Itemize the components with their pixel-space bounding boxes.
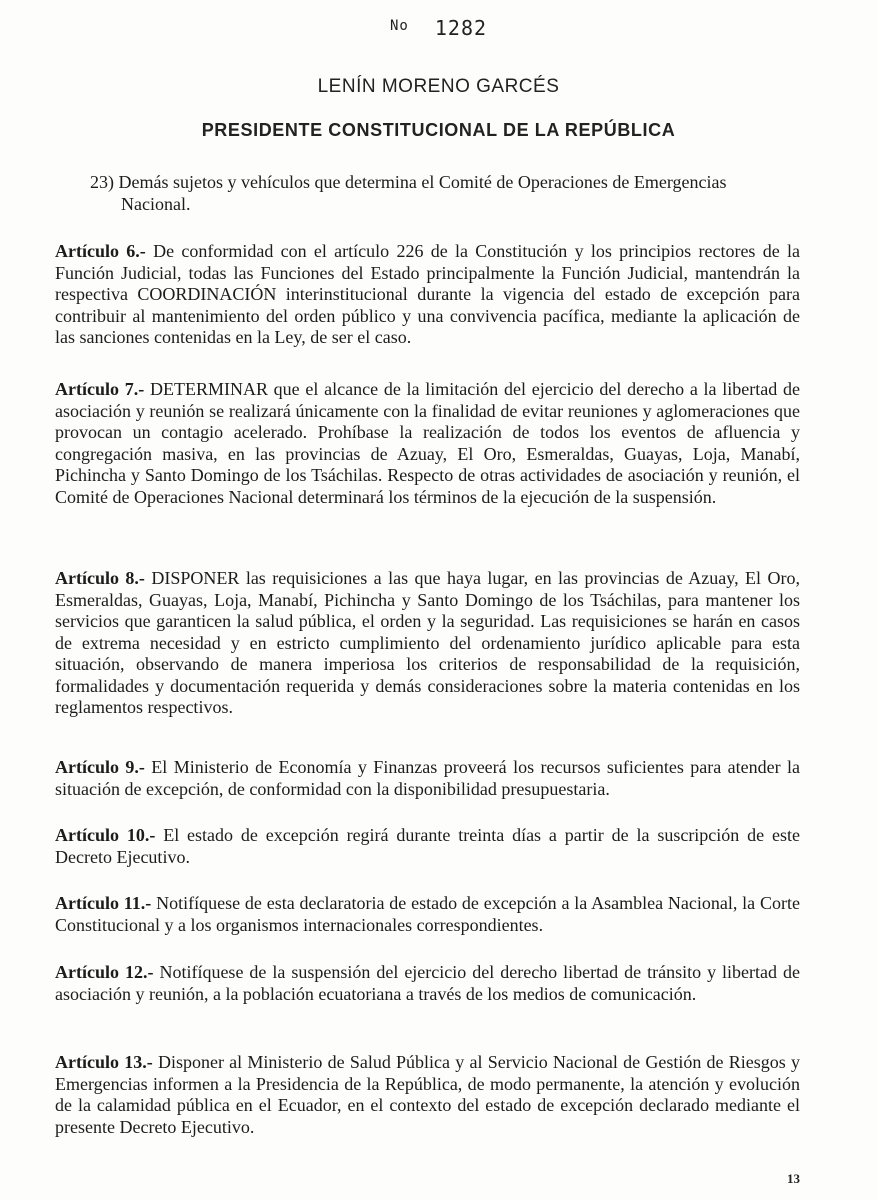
article-text: DETERMINAR que el alcance de la limitación del ejercicio del derecho a la libertad de asociación y reunión se realizará únicamente con la finalidad de evitar reuniones y aglomeraciones que provocan un contagio acelerado. Prohíbase la realización de todos los eventos de afluencia y congregación masiva, en las provincias de Azuay, El Oro, Esmeraldas, Guayas, Loja, Manabí, Pichincha y Santo Domingo de los Tsáchilas. Respecto de otras actividades de asociación y reunión, el Comité de Operaciones Nacional determinará los términos de la ejecución de la suspensión. [55,379,800,507]
number-label: No [389,18,409,34]
article-10 [55,825,800,868]
article-8 [55,568,800,719]
article-text: De conformidad con el artículo 226 de la Constitución y los principios rectores de la Función Judicial, todas las Funciones del Estado principalmente la Función Judicial, mantendrán la respectiva COORDINACIÓN interinstitucional durante la vigencia del estado de excepción para contribuir al mantenimiento del orden público y una convivencia pacífica, mediante la aplicación de las sanciones contenidas en la Ley, de ser el caso. [55,241,800,347]
decree-number [0,16,877,40]
article-11 [55,893,800,936]
article-text: El Ministerio de Economía y Finanzas proveerá los recursos suficientes para atender la situación de excepción, de conformidad con la disponibilidad presupuestaria. [55,757,800,799]
list-item-23 [90,172,802,215]
article-12 [55,962,800,1005]
number-value: 1282 [434,16,488,40]
list-item-23-line1: 23) Demás sujetos y vehículos que determina el Comité de Operaciones de Emergencias [90,172,727,192]
article-13 [55,1052,800,1138]
president-title: PRESIDENTE CONSTITUCIONAL DE LA REPÚBLICA [201,120,676,140]
article-text: El estado de excepción regirá durante treinta días a partir de la suscripción de este Decreto Ejecutivo. [55,825,800,867]
article-label: Artículo 12.- [55,962,154,982]
article-9 [55,757,800,800]
article-text: Notifíquese de la suspensión del ejercicio del derecho libertad de tránsito y libertad de asociación y reunión, a la población ecuatoriana a través de los medios de comunicación. [55,962,801,1004]
article-text: DISPONER las requisiciones a las que haya lugar, en las provincias de Azuay, El Oro, Esmeraldas, Guayas, Loja, Manabí, Pichincha y Santo Domingo de los Tsáchilas, para mantener los servicios que garanticen la salud pública, el orden y la seguridad. Las requisiciones se harán en casos de extrema necesidad y en estricto cumplimiento del ordenamiento jurídico aplicable para esta situación, observando de manera imperiosa los criterios de responsabilidad de la requisición, formalidades y documentación requerida y demás consideraciones sobre la materia contenidas en los reglamentos respectivos. [55,568,800,717]
article-label: Artículo 6.- [55,241,146,261]
president-name: LENÍN MORENO GARCÉS [317,76,560,97]
article-label: Artículo 10.- [55,825,156,845]
list-item-23-line2: Nacional. [121,193,191,214]
article-text: Disponer al Ministerio de Salud Pública y al Servicio Nacional de Gestión de Riesgos y Emergencias informen a la Presidencia de la República, de modo permanente, la atención y evolución de la calamidad pública en el Ecuador, en el contexto del estado de excepción declarado mediante el presente Decreto Ejecutivo. [55,1052,800,1137]
article-label: Artículo 9.- [55,757,145,777]
article-label: Artículo 13.- [55,1052,153,1072]
article-label: Artículo 8.- [55,568,145,588]
article-6 [55,241,800,349]
page-number: 13 [787,1171,800,1186]
article-label: Artículo 11.- [55,893,152,913]
article-label: Artículo 7.- [55,379,145,399]
article-7 [55,379,800,508]
article-text: Notifíquese de esta declaratoria de estado de excepción a la Asamblea Nacional, la Corte Constitucional y a los organismos internacionales correspondientes. [55,893,800,935]
